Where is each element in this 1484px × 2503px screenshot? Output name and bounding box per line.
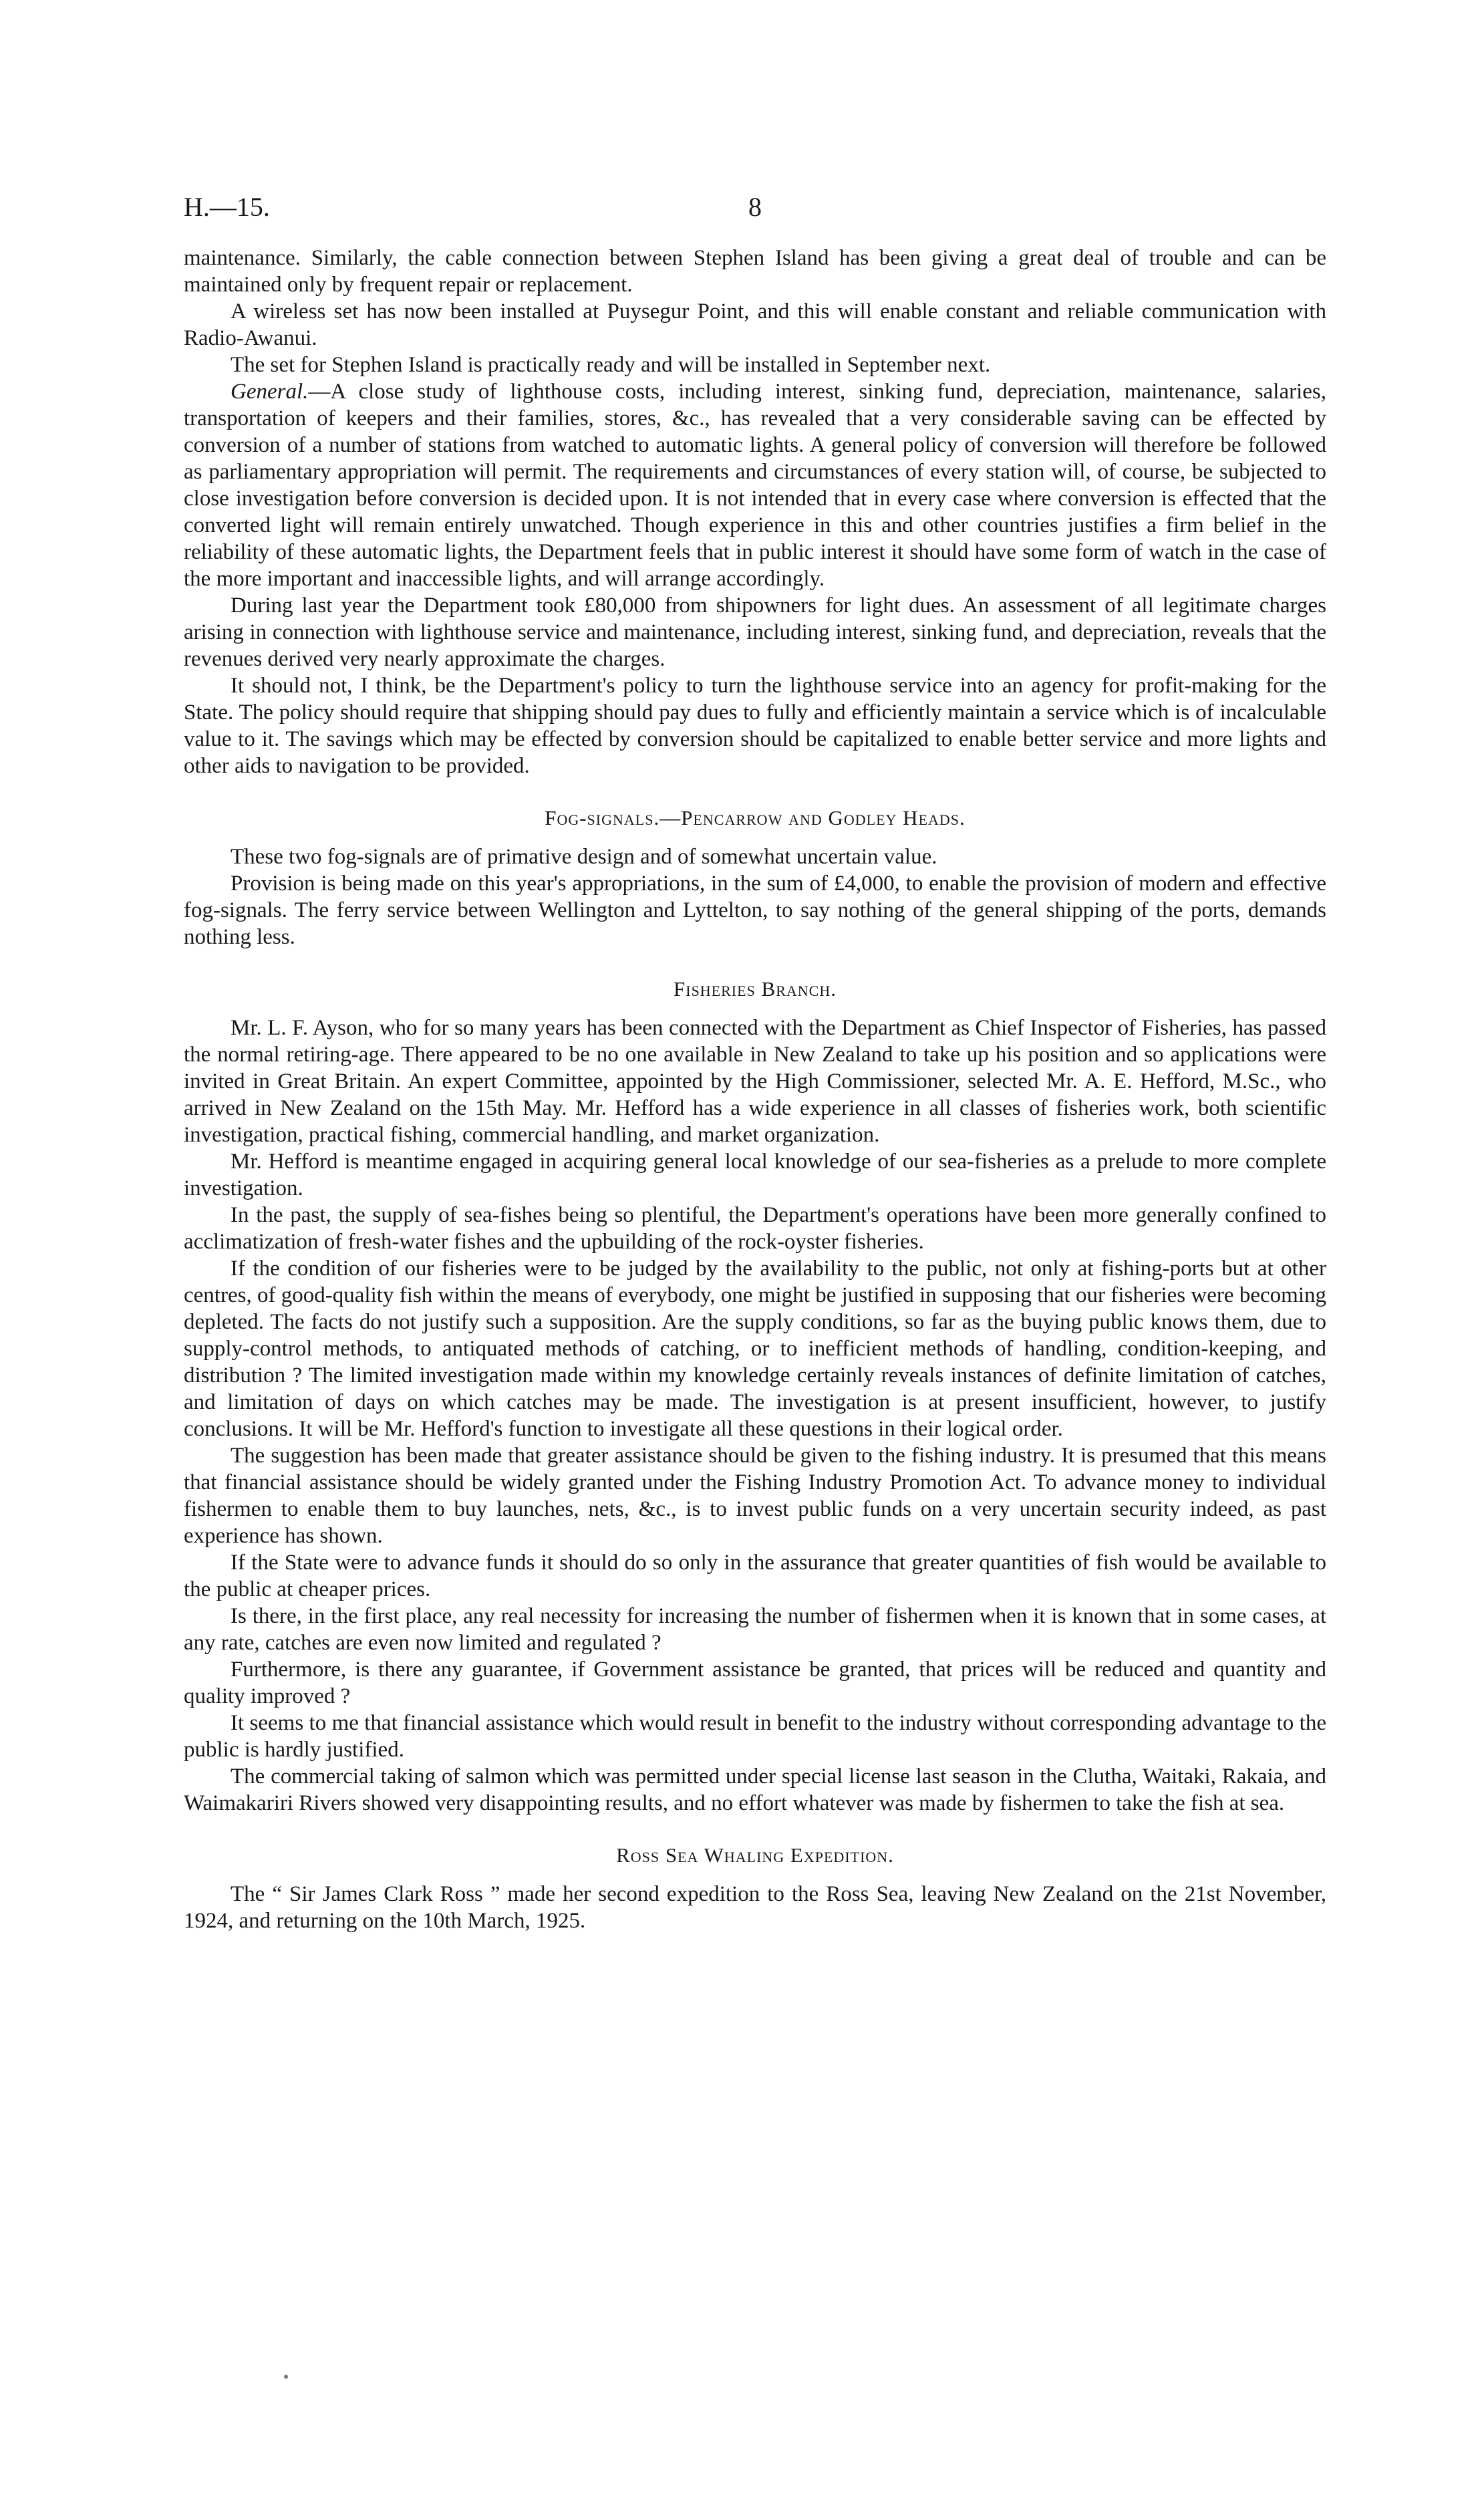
page-header (184, 194, 1326, 231)
paragraph: It seems to me that financial assistance which would result in benefit to the industry without corresponding advantage to the public is hardly justified. (184, 1711, 1326, 1762)
section-heading: Fog-signals.—Pencarrow and Godley Heads. (545, 806, 966, 829)
paragraph: The “ Sir James Clark Ross ” made her second expedition to the Ross Sea, leaving New Zealand on the 21st November, 1924, and returning on the 10th March, 1925. (184, 1882, 1326, 1933)
paragraph: The commercial taking of salmon which was permitted under special license last season in the Clutha, Waitaki, Rakaia, and Waimakariri Rivers showed very disappointing results, and no effort whatever was made by fishermen to take the fish at sea. (184, 1764, 1326, 1815)
section-heading: Fisheries Branch. (674, 977, 837, 1001)
page-number: 8 (748, 192, 762, 222)
paragraph: In the past, the supply of sea-fishes being so plentiful, the Department's operations have been more generally confined to acclimatization of fresh-water fishes and the upbuilding of the rock-oyster fisheries. (184, 1203, 1326, 1254)
paragraph: If the State were to advance funds it should do so only in the assurance that greater quantities of fish would be available to the public at cheaper prices. (184, 1551, 1326, 1601)
ross-sea-section (184, 1842, 1326, 1934)
paragraph: Furthermore, is there any guarantee, if Government assistance be granted, that prices will be reduced and quantity and quality improved ? (184, 1658, 1326, 1708)
paragraph: A wireless set has now been installed at Puysegur Point, and this will enable constant and reliable communication with Radio-Awanui. (184, 299, 1326, 350)
paragraph: Is there, in the first place, any real necessity for increasing the number of fishermen when it is known that in some cases, at any rate, catches are even now limited and regulated ? (184, 1604, 1326, 1655)
scan-speck (284, 2375, 288, 2379)
paragraph: These two fog-signals are of primative design and of somewhat uncertain value. (231, 845, 937, 869)
paragraph-lead: General. (231, 380, 309, 404)
document-page (184, 194, 1326, 1934)
paragraph: Mr. Hefford is meantime engaged in acquiring general local knowledge of our sea-fisheries as a prelude to more complete investigation. (184, 1150, 1326, 1200)
paragraph: Provision is being made on this year's appropriations, in the sum of £4,000, to enable the provision of modern and effective fog-signals. The ferry service between Wellington and Lyttelton, to say nothing of the general shipping of the ports, demands nothing less. (184, 872, 1326, 949)
paragraph: The suggestion has been made that greater assistance should be given to the fishing industry. It is presumed that this means that financial assistance should be widely granted under the Fishing Industry Promotion Act. To advance money to individual fishermen to enable them to buy launches, nets, &c., is to invest public funds on a very uncertain security indeed, as past experience has shown. (184, 1444, 1326, 1548)
paragraph: Mr. L. F. Ayson, who for so many years has been connected with the Department as Chief Inspector of Fisheries, has passed the normal retiring-age. There appeared to be no one available in New Zealand to take up his position and so applications were invited in Great Britain. An expert Committee, appointed by the High Commissioner, selected Mr. A. E. Hefford, M.Sc., who arrived in New Zealand on the 15th May. Mr. Hefford has a wide experience in all classes of fisheries work, both scientific investigation, practical fishing, commercial handling, and market organization. (184, 1016, 1326, 1147)
lighthouse-section (184, 245, 1326, 779)
paragraph-text: —A close study of lighthouse costs, including interest, sinking fund, depreciation, maintenance, salaries, transportation of keepers and their families, stores, &c., has revealed that a very considerable saving can be effected by conversion of a number of stations from watched to automatic lights. A general policy of conversion will therefore be followed as parliamentary appropriation will permit. The requirements and circumstances of every station will, of course, be subjected to close investigation before conversion is decided upon. It is not intended that in every case where conversion is effected that the converted light will remain entirely unwatched. Though experience in this and other countries justifies a firm belief in the reliability of these automatic lights, the Department feels that in public interest it should have some form of watch in the case of the more important and inaccessible lights, and will arrange accordingly. (184, 380, 1326, 591)
fisheries-section (184, 976, 1326, 1817)
paragraph: The set for Stephen Island is practically ready and will be installed in September next. (231, 353, 991, 377)
paragraph: If the condition of our fisheries were to be judged by the availability to the public, not only at fishing-ports but at other centres, of good-quality fish within the means of everybody, one might be justified in supposing that our fisheries were becoming depleted. The facts do not justify such a supposition. Are the supply conditions, so far as the buying public knows them, due to supply-control methods, to antiquated methods of catching, or to inefficient methods of handling, condition-keeping, and distribution ? The limited investigation made within my knowledge certainly reveals instances of definite limitation of catches, and limitation of days on which catches may be made. The investigation is at present insufficient, however, to justify conclusions. It will be Mr. Hefford's function to investigate all these questions in their logical order. (184, 1257, 1326, 1441)
paragraph: It should not, I think, be the Department's policy to turn the lighthouse service into an agency for profit-making for the State. The policy should require that shipping should pay dues to fully and efficiently maintain a service which is of incalculable value to it. The savings which may be effected by conversion should be capitalized to enable better service and more lights and other aids to navigation to be provided. (184, 674, 1326, 778)
paragraph: maintenance. Similarly, the cable connection between Stephen Island has been giving a great deal of trouble and can be maintained only by frequent repair or replacement. (184, 246, 1326, 297)
paragraph (184, 378, 1326, 592)
paragraph: During last year the Department took £80,000 from shipowners for light dues. An assessment of all legitimate charges arising in connection with lighthouse service and maintenance, including interest, sinking fund, and depreciation, reveals that the revenues derived very nearly approximate the charges. (184, 594, 1326, 671)
section-heading: Ross Sea Whaling Expedition. (616, 1843, 894, 1867)
document-number: H.—15. (184, 192, 270, 222)
fog-signals-section (184, 805, 1326, 950)
